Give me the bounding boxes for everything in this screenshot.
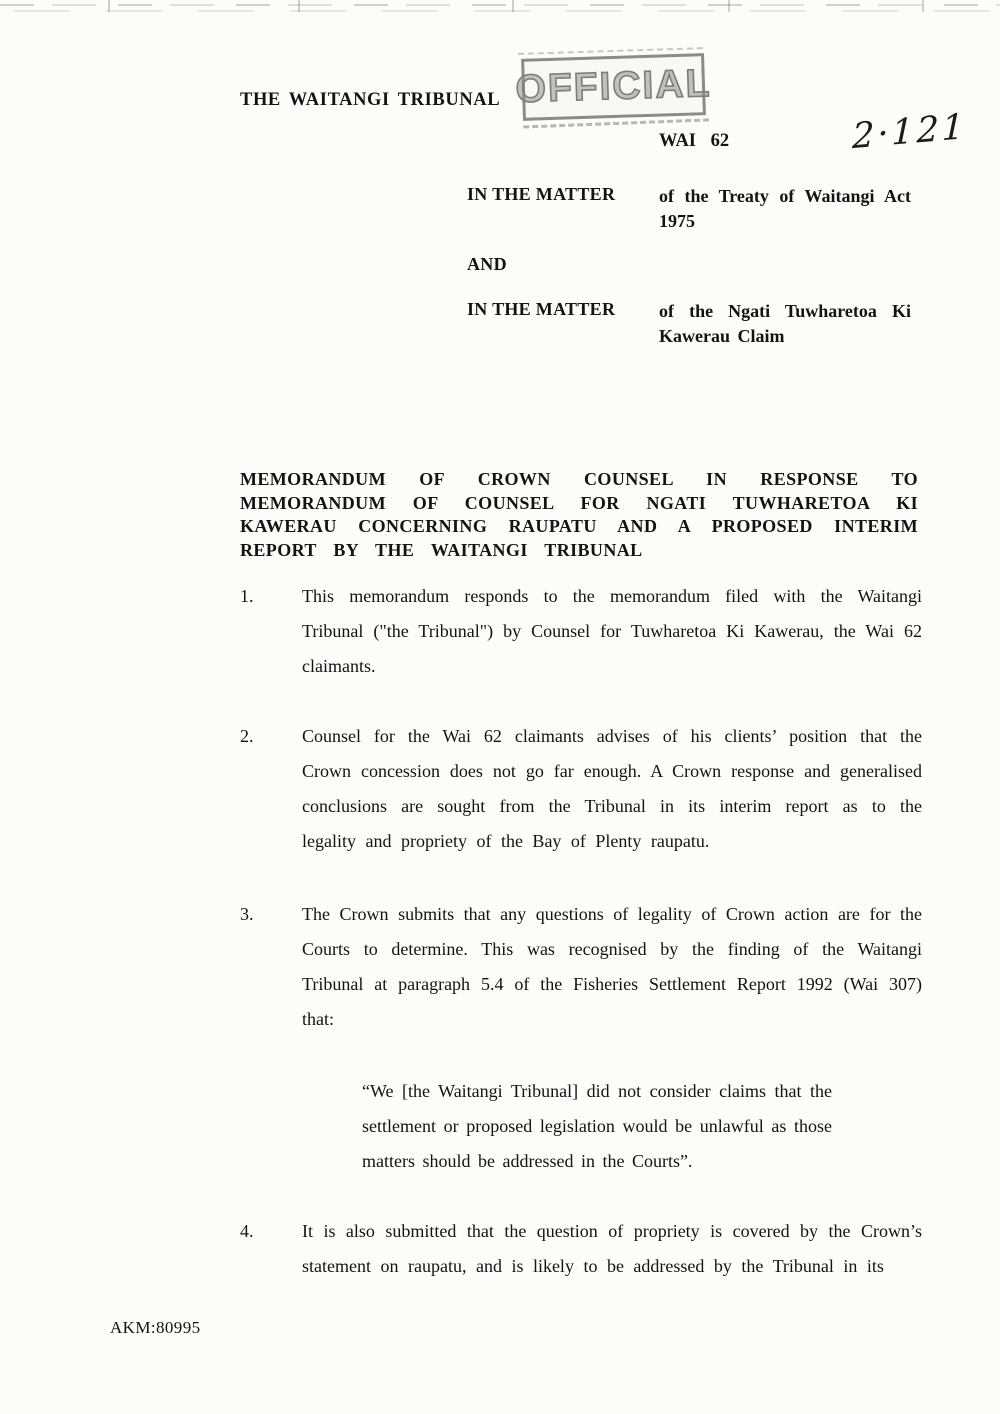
scan-tick: [298, 0, 300, 12]
paragraph-4-number: 4.: [240, 1221, 254, 1241]
tribunal-name: THE WAITANGI TRIBUNAL: [240, 90, 501, 110]
paragraph-2-number: 2.: [240, 726, 254, 746]
paragraph-2-text: Counsel for the Wai 62 claimants advises of his clients’ position that the Crown concession does not go far enough. A Crown response and generalised conclusions are sought from the Tribunal in its interim report as to the legality and propriety of the Bay of Plenty raupatu.: [302, 726, 922, 851]
tribunal-quotation: “We [the Waitangi Tribunal] did not consider claims that the settlement or proposed legislation would be unlawful as those matters should be addressed in the Courts”.: [362, 1081, 832, 1171]
paragraph-3-text: The Crown submits that any questions of legality of Crown action are for the Courts to determine. This was recognised by the finding of the Waitangi Tribunal at paragraph 5.4 of the Fisheries Settlement Report 1992 (Wai 307) that:: [302, 904, 922, 1029]
paragraph-1-number: 1.: [240, 586, 254, 606]
scan-edge-artifacts: [0, 2, 1000, 16]
scan-tick: [728, 0, 730, 12]
document-title: MEMORANDUM OF CROWN COUNSEL IN RESPONSE TO MEMORANDUM OF COUNSEL FOR NGATI TUWHARETOA KI KAWERAU CONCERNING RAUPATU AND A PROPOSED INTERIM REPORT BY THE WAITANGI TRIBUNAL: [240, 469, 918, 560]
matter-1-label: IN THE MATTER: [467, 184, 616, 204]
matter-2-label: IN THE MATTER: [467, 299, 616, 319]
matter-1-text: of the Treaty of Waitangi Act 1975: [659, 186, 911, 231]
scan-tick: [108, 0, 110, 12]
official-stamp-label: OFFICIAL: [514, 61, 713, 112]
footer-reference: AKM:80995: [110, 1318, 201, 1337]
paragraph-4-text: It is also submitted that the question of propriety is covered by the Crown’s statement on raupatu, and is likely to be addressed by the Tribunal in its: [302, 1221, 922, 1276]
paragraph-3-number: 3.: [240, 904, 254, 924]
handwritten-reference: 2·121: [851, 106, 968, 158]
matter-2-text: of the Ngati Tuwharetoa Ki Kawerau Claim: [659, 301, 911, 346]
paragraph-1: [240, 579, 930, 684]
official-stamp: [514, 53, 713, 121]
scan-tick: [922, 0, 924, 12]
scan-tick: [512, 0, 514, 12]
matter-conjunction: AND: [467, 254, 507, 274]
paragraph-1-text: This memorandum responds to the memorandum filed with the Waitangi Tribunal ("the Tribunal") by Counsel for Tuwharetoa Ki Kawerau, the Wai 62 claimants.: [302, 586, 922, 676]
paragraph-2: [240, 719, 930, 859]
claim-number: WAI 62: [659, 131, 730, 151]
paragraph-3: [240, 897, 930, 1037]
paragraph-4: [240, 1214, 930, 1284]
